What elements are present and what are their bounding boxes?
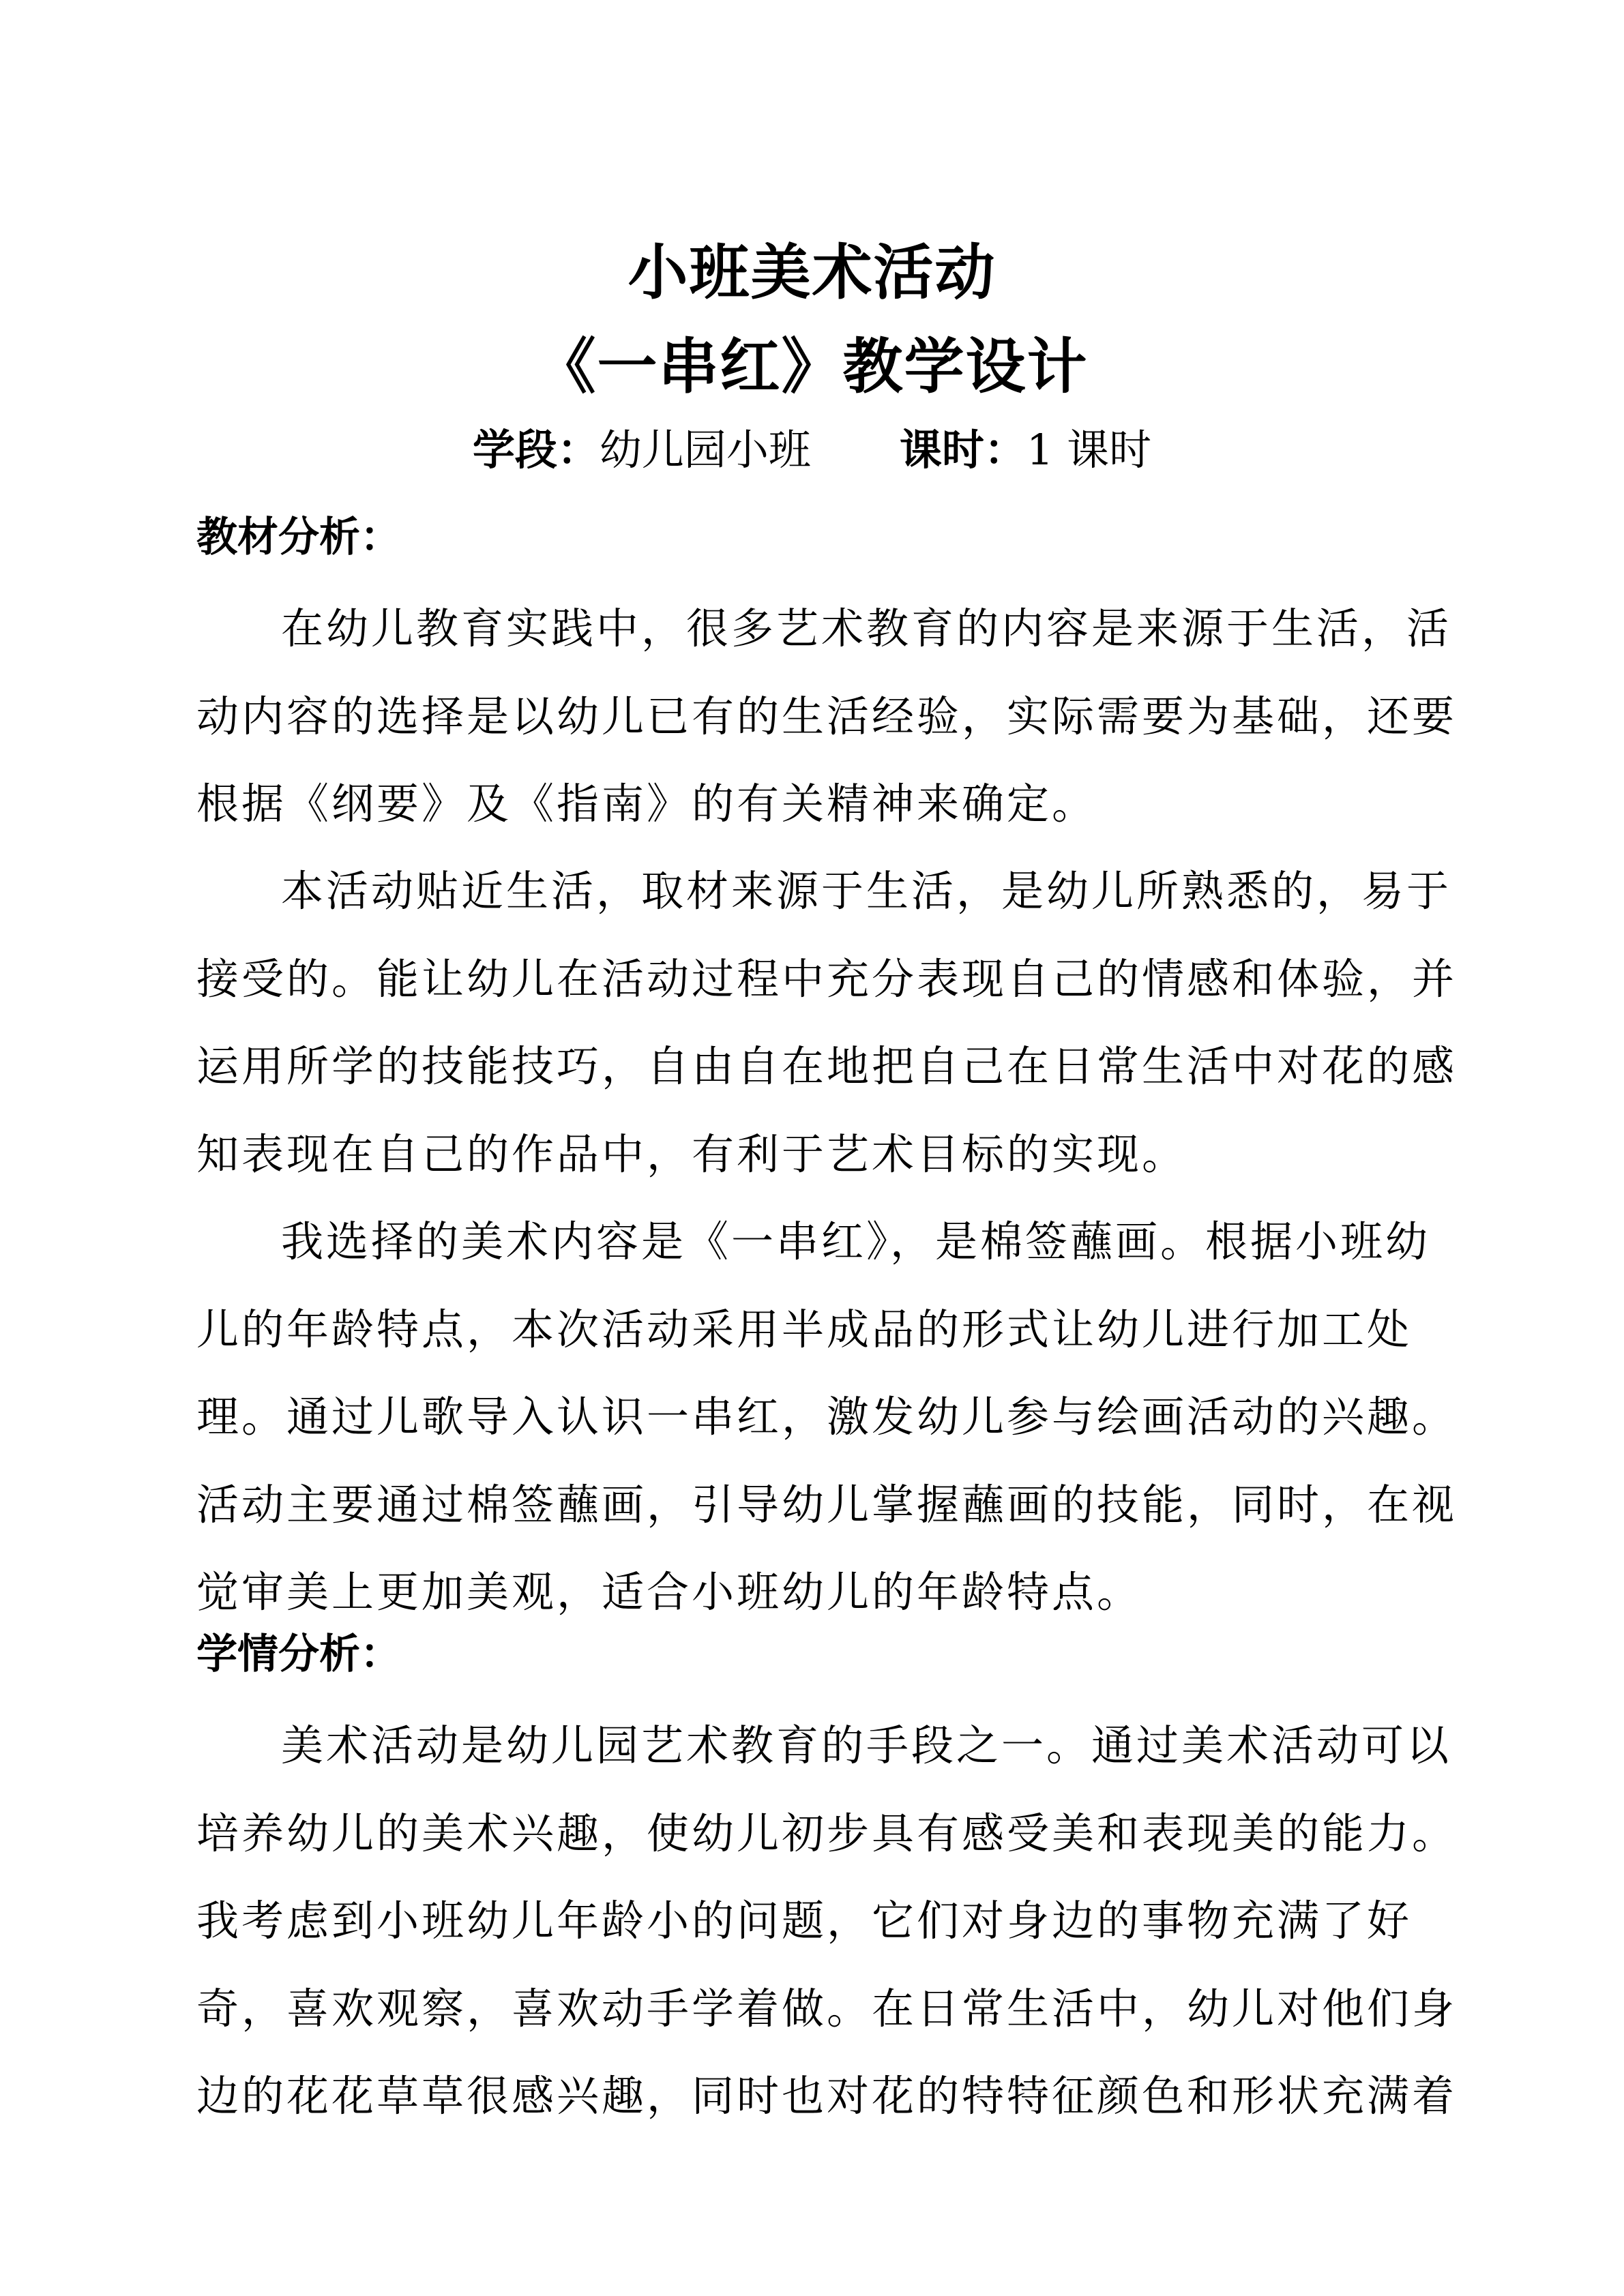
paragraph-line: 在幼儿教育实践中，很多艺术教育的内容是来源于生活，活 (281, 603, 1452, 653)
paragraph-line: 本活动贴近生活，取材来源于生活，是幼儿所熟悉的，易于 (281, 866, 1452, 916)
paragraph-line: 儿的年龄特点，本次活动采用半成品的形式让幼儿进行加工处 (196, 1304, 1413, 1354)
paragraph-line: 培养幼儿的美术兴趣，使幼儿初步具有感受美和表现美的能力。 (196, 1808, 1458, 1858)
paragraph (196, 1198, 1458, 1637)
paragraph (196, 585, 1458, 848)
paragraph-line: 接受的。能让幼儿在活动过程中充分表现自己的情感和体验，并 (196, 953, 1458, 1004)
paragraph-line: 我考虑到小班幼儿年龄小的问题，它们对身边的事物充满了好 (196, 1896, 1413, 1945)
paragraph-line: 知表现在自己的作品中，有利于艺术目标的实现。 (196, 1129, 1187, 1179)
meta-line (0, 423, 1624, 478)
paragraph (196, 848, 1458, 1198)
paragraph-line: 根据《纲要》及《指南》的有关精神来确定。 (196, 779, 1097, 829)
section-heading-textbook-analysis: 教材分析： (196, 513, 401, 561)
paragraph-line: 边的花花草草很感兴趣，同时也对花的特特征颜色和形状充满着 (196, 2071, 1458, 2121)
stage-label: 学段： (472, 425, 600, 475)
paragraph-line: 运用所学的技能技巧，自由自在地把自己在日常生活中对花的感 (196, 1041, 1458, 1091)
hours-value: 1 课时 (1026, 425, 1152, 475)
paragraph-line: 活动主要通过棉签蘸画，引导幼儿掌握蘸画的技能，同时，在视 (196, 1479, 1458, 1530)
paragraph-line: 我选择的美术内容是《一串红》，是棉签蘸画。根据小班幼 (281, 1217, 1431, 1266)
paragraph-line: 理。通过儿歌导入认识一串红，激发幼儿参与绘画活动的兴趣。 (196, 1392, 1458, 1442)
paragraph-line: 奇，喜欢观察，喜欢动手学着做。在日常生活中，幼儿对他们身 (196, 1983, 1458, 2033)
paragraph (196, 1702, 1458, 2141)
paragraph-line: 动内容的选择是以幼儿已有的生活经验，实际需要为基础，还要 (196, 691, 1458, 741)
hours-label: 课时： (899, 425, 1027, 475)
paragraph-line: 觉审美上更加美观，适合小班幼儿的年龄特点。 (196, 1567, 1142, 1617)
title-line-2: 《一串红》教学设计 (535, 331, 1089, 402)
stage-value: 幼儿园小班 (599, 425, 811, 475)
title-line-1: 小班美术活动 (628, 237, 996, 308)
section-heading-student-analysis: 学情分析： (196, 1630, 401, 1678)
paragraph-line: 美术活动是幼儿园艺术教育的手段之一。通过美术活动可以 (281, 1720, 1452, 1770)
